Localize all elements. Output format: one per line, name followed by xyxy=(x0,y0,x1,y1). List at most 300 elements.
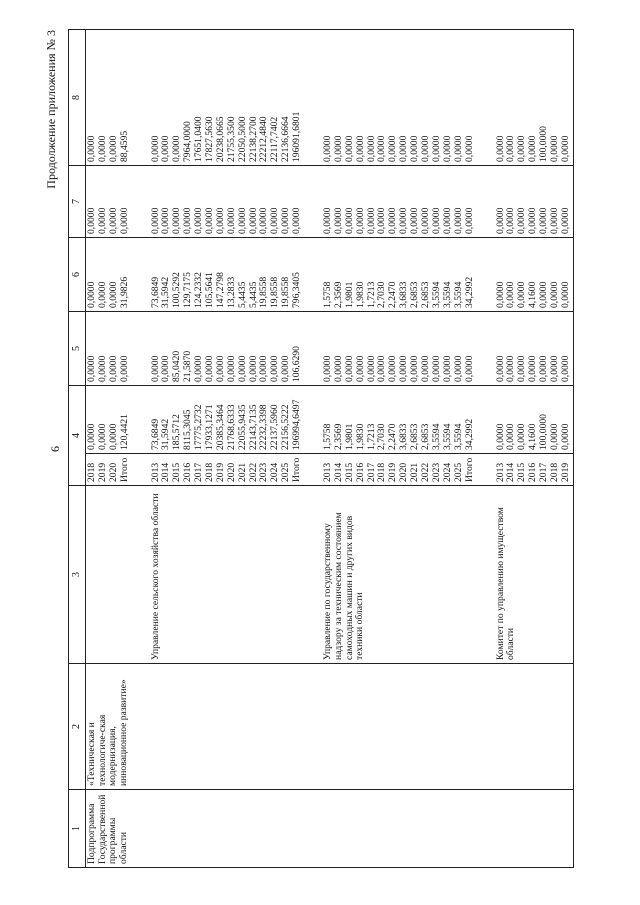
cell-value: 0,0000 xyxy=(516,355,528,382)
cell-value: 31,9826 xyxy=(118,276,130,308)
cell-value: 22136,6664 xyxy=(280,116,292,162)
cell-value: 73,6849 xyxy=(149,276,161,308)
cell-value: 0,0000 xyxy=(441,135,453,162)
regional-values xyxy=(86,238,132,312)
cell-value: 20385,3464 xyxy=(214,404,226,450)
cell-value: 3,5594 xyxy=(430,423,442,450)
cell-value: 0,0000 xyxy=(86,207,97,234)
subprogram-name-cell xyxy=(322,664,476,790)
program-name-cell xyxy=(495,790,574,868)
cell-value: 2020 xyxy=(398,462,410,482)
cell-value: 3,5594 xyxy=(430,281,442,308)
cell-value: 147,2798 xyxy=(214,272,226,308)
cell-value: 2018 xyxy=(204,462,216,482)
cell-value: 1,7213 xyxy=(365,423,377,450)
regional-values xyxy=(150,238,304,312)
executor-cell: Комитет по управлению имуществом области xyxy=(495,486,574,664)
cell-value: 2,6853 xyxy=(409,281,421,308)
cell-value: 21768,6333 xyxy=(225,404,237,450)
cell-value: 0,0000 xyxy=(494,135,506,162)
column-number: 6 xyxy=(69,238,86,312)
cell-value: 2023 xyxy=(258,462,270,482)
cell-value: 0,0000 xyxy=(280,355,292,382)
cell-value: 4,1600 xyxy=(527,281,539,308)
cell-value: 22212,4840 xyxy=(258,116,270,162)
cell-value: 120,4421 xyxy=(118,414,130,450)
cell-value: 0,0000 xyxy=(247,355,259,382)
cell-value: 0,0000 xyxy=(182,207,194,234)
cell-value: 3,5594 xyxy=(441,281,453,308)
cell-value: 0,0000 xyxy=(322,355,334,382)
cell-value: 0,0000 xyxy=(291,207,303,234)
cell-value: 0,0000 xyxy=(322,135,334,162)
cell-value: 0,0000 xyxy=(332,355,344,382)
cell-value: 0,0000 xyxy=(430,135,442,162)
cell-value: 0,0000 xyxy=(505,281,517,308)
subprogram-name-cell xyxy=(150,664,304,790)
cell-value: 2024 xyxy=(441,462,453,482)
cell-value: 0,0000 xyxy=(96,135,108,162)
cell-value: 2025 xyxy=(280,462,292,482)
cell-value: 0,0000 xyxy=(160,207,172,234)
cell-value: 0,0000 xyxy=(107,355,119,382)
cell-value: 0,0000 xyxy=(107,423,119,450)
cell-value: 0,0000 xyxy=(247,207,259,234)
cell-value: 0,0000 xyxy=(160,135,172,162)
cell-value: 2023 xyxy=(430,462,442,482)
cell-value: 796,3405 xyxy=(291,272,303,308)
cell-value: 0,0000 xyxy=(516,281,528,308)
spacer-cell xyxy=(304,790,322,868)
year-list xyxy=(150,454,304,486)
regional-values xyxy=(322,238,476,312)
spacer-cell xyxy=(304,312,322,386)
cell-value: 0,0000 xyxy=(118,355,130,382)
cell-value: 0,0000 xyxy=(441,355,453,382)
cell-value: 0,0000 xyxy=(452,355,464,382)
executor-cell: Управление сельского хозяйства области xyxy=(150,486,304,664)
cell-value: 0,0000 xyxy=(354,207,366,234)
column-number-row xyxy=(69,30,86,868)
cell-value: 0,0000 xyxy=(96,355,108,382)
cell-value: 129,7175 xyxy=(182,272,194,308)
cell-value: 2,3569 xyxy=(332,281,344,308)
cell-value: 2,2470 xyxy=(387,423,399,450)
column-number: 3 xyxy=(69,486,86,664)
cell-value: 22117,7402 xyxy=(269,116,281,162)
cell-value: 0,0000 xyxy=(365,355,377,382)
cell-value: 2014 xyxy=(160,462,172,482)
cell-value: 22137,5960 xyxy=(269,404,281,450)
cell-value: 2015 xyxy=(343,462,355,482)
spacer-cell xyxy=(477,238,495,312)
cell-value: 0,0000 xyxy=(559,207,571,234)
cell-value: 196994,6497 xyxy=(291,399,303,450)
cell-value: 0,0000 xyxy=(96,423,108,450)
cell-value: 2015 xyxy=(171,462,183,482)
cell-value: 2016 xyxy=(182,462,194,482)
column-number: 2 xyxy=(69,664,86,790)
cell-value: 2015 xyxy=(516,462,528,482)
cell-value: 8115,3045 xyxy=(182,409,194,450)
cell-value: 1,7213 xyxy=(365,281,377,308)
cell-value: 0,0000 xyxy=(463,135,475,162)
cell-value: 0,0000 xyxy=(107,135,119,162)
cell-value: 31,5942 xyxy=(160,418,172,450)
cell-value: 0,0000 xyxy=(398,355,410,382)
spacer-cell xyxy=(477,454,495,486)
cell-value: 2,7030 xyxy=(376,281,388,308)
local-values xyxy=(150,166,304,238)
spacer-cell xyxy=(477,312,495,386)
cell-value: 0,0000 xyxy=(548,135,560,162)
federal-values xyxy=(322,312,476,386)
cell-value: 22232,3398 xyxy=(258,404,270,450)
cell-value: 3,5594 xyxy=(441,423,453,450)
spacer-cell xyxy=(477,166,495,238)
cell-value: 2018 xyxy=(548,462,560,482)
cell-value: Итого xyxy=(291,457,303,482)
cell-value: 34,2992 xyxy=(463,418,475,450)
cell-value: 0,0000 xyxy=(420,207,432,234)
cell-value: 0,0000 xyxy=(214,207,226,234)
cell-value: 3,5594 xyxy=(452,423,464,450)
cell-value: 0,0000 xyxy=(354,135,366,162)
cell-value: 0,0000 xyxy=(430,355,442,382)
cell-value: 0,0000 xyxy=(387,355,399,382)
continuation-note: Продолжение приложения № 3 xyxy=(44,30,58,189)
cell-value: 2019 xyxy=(96,462,108,482)
local-values xyxy=(495,166,574,238)
cell-value: 20238,0665 xyxy=(214,116,226,162)
cell-value: 0,0000 xyxy=(214,355,226,382)
cell-value: 85,0420 xyxy=(171,350,183,382)
cell-value: 19,8558 xyxy=(269,276,281,308)
cell-value: 2021 xyxy=(409,462,421,482)
column-number: 5 xyxy=(69,312,86,386)
cell-value: 0,0000 xyxy=(527,207,539,234)
spacer-cell xyxy=(477,790,495,868)
cell-value: 0,0000 xyxy=(193,355,205,382)
cell-value: 19,8558 xyxy=(258,276,270,308)
cell-value: 17827,5630 xyxy=(204,116,216,162)
cell-value: 0,0000 xyxy=(409,207,421,234)
spacer-cell xyxy=(304,238,322,312)
cell-value: 0,0000 xyxy=(387,207,399,234)
cell-value: 0,0000 xyxy=(343,207,355,234)
cell-value: 2,6853 xyxy=(409,423,421,450)
cell-value: 1,5758 xyxy=(322,423,334,450)
cell-value: 2,6853 xyxy=(420,423,432,450)
cell-value: 0,0000 xyxy=(516,207,528,234)
local-values xyxy=(322,166,476,238)
cell-value: 2,3569 xyxy=(332,423,344,450)
spacer-cell xyxy=(132,790,150,868)
cell-value: 0,0000 xyxy=(204,355,216,382)
extra-values xyxy=(322,30,476,166)
cell-value: 3,6833 xyxy=(398,423,410,450)
cell-value: 0,0000 xyxy=(494,281,506,308)
cell-value: 0,0000 xyxy=(332,135,344,162)
cell-value: 1,9801 xyxy=(343,423,355,450)
cell-value: 31,5942 xyxy=(160,276,172,308)
cell-value: 1,5758 xyxy=(322,281,334,308)
table-row xyxy=(322,30,476,868)
column-number: 4 xyxy=(69,386,86,486)
cell-value: 0,0000 xyxy=(494,355,506,382)
cell-value: 0,0000 xyxy=(376,355,388,382)
cell-value: 0,0000 xyxy=(494,207,506,234)
cell-value: 0,0000 xyxy=(548,207,560,234)
cell-value: 0,0000 xyxy=(86,281,97,308)
cell-value: 0,0000 xyxy=(559,281,571,308)
cell-value: 1,9830 xyxy=(354,423,366,450)
cell-value: 100,0000 xyxy=(538,414,550,450)
total-values xyxy=(495,386,574,454)
cell-value: 0,0000 xyxy=(376,135,388,162)
cell-value: 105,5641 xyxy=(204,272,216,308)
cell-value: 0,0000 xyxy=(149,207,161,234)
spacer-cell xyxy=(304,664,322,790)
cell-value: 2019 xyxy=(214,462,226,482)
cell-value: 0,0000 xyxy=(420,355,432,382)
page-number: 6 xyxy=(48,446,62,452)
cell-value: 2016 xyxy=(527,462,539,482)
spacer-row xyxy=(132,30,150,868)
cell-value: 2,2470 xyxy=(387,281,399,308)
cell-value: 21,5870 xyxy=(182,350,194,382)
cell-value: 21755,3500 xyxy=(225,116,237,162)
cell-value: 2018 xyxy=(86,462,97,482)
cell-value: 2020 xyxy=(225,462,237,482)
budget-table xyxy=(68,29,574,868)
cell-value: 0,0000 xyxy=(559,135,571,162)
column-number: 1 xyxy=(69,790,86,868)
cell-value: 0,0000 xyxy=(527,355,539,382)
cell-value: 7964,0000 xyxy=(182,121,194,162)
cell-value: 0,0000 xyxy=(354,355,366,382)
cell-value: 0,0000 xyxy=(236,355,248,382)
spacer-cell xyxy=(132,664,150,790)
cell-value: 2022 xyxy=(420,462,432,482)
cell-value: 124,2332 xyxy=(193,272,205,308)
cell-value: 22050,5000 xyxy=(236,116,248,162)
subprogram-name-cell: «Техническая и технологиче-ская модернизация, инновационное развитие» xyxy=(86,664,132,790)
cell-value: 0,0000 xyxy=(365,135,377,162)
cell-value: 0,0000 xyxy=(96,207,108,234)
cell-value: 100,5292 xyxy=(171,272,183,308)
year-list xyxy=(495,454,574,486)
cell-value: 0,0000 xyxy=(409,135,421,162)
total-values xyxy=(322,386,476,454)
year-list xyxy=(322,454,476,486)
cell-value: 17651,0400 xyxy=(193,116,205,162)
cell-value: 0,0000 xyxy=(193,207,205,234)
cell-value: 22156,5222 xyxy=(280,404,292,450)
cell-value: 2022 xyxy=(247,462,259,482)
cell-value: 0,0000 xyxy=(516,135,528,162)
spacer-cell xyxy=(132,166,150,238)
program-name-cell: Подпрограмма Государственной программы области xyxy=(86,790,132,868)
cell-value: 73,6849 xyxy=(149,418,161,450)
cell-value: 0,0000 xyxy=(160,355,172,382)
cell-value: 1,9830 xyxy=(354,281,366,308)
cell-value: 2024 xyxy=(269,462,281,482)
column-number: 7 xyxy=(69,166,86,238)
spacer-cell xyxy=(477,386,495,454)
cell-value: 2016 xyxy=(354,462,366,482)
cell-value: 0,0000 xyxy=(376,207,388,234)
cell-value: 0,0000 xyxy=(171,207,183,234)
regional-values xyxy=(495,238,574,312)
cell-value: 0,0000 xyxy=(258,207,270,234)
cell-value: 0,0000 xyxy=(204,207,216,234)
cell-value: 0,0000 xyxy=(548,355,560,382)
cell-value: 0,0000 xyxy=(559,355,571,382)
cell-value: 0,0000 xyxy=(420,135,432,162)
cell-value: 2018 xyxy=(376,462,388,482)
cell-value: 22055,9435 xyxy=(236,404,248,450)
extra-values xyxy=(495,30,574,166)
cell-value: 2014 xyxy=(332,462,344,482)
table-row xyxy=(86,30,132,868)
cell-value: 0,0000 xyxy=(430,207,442,234)
cell-value: 2013 xyxy=(149,462,161,482)
cell-value: 0,0000 xyxy=(107,281,119,308)
cell-value: 196091,6801 xyxy=(291,111,303,162)
cell-value: 185,5712 xyxy=(171,414,183,450)
cell-value: 3,6833 xyxy=(398,281,410,308)
cell-value: 0,0000 xyxy=(505,135,517,162)
cell-value: 0,0000 xyxy=(322,207,334,234)
cell-value: 0,0000 xyxy=(332,207,344,234)
federal-values xyxy=(86,312,132,386)
cell-value: 2019 xyxy=(559,462,571,482)
cell-value: 2017 xyxy=(538,462,550,482)
cell-value: 2019 xyxy=(387,462,399,482)
cell-value: 0,0000 xyxy=(225,207,237,234)
spacer-cell xyxy=(132,486,150,664)
cell-value: 0,0000 xyxy=(548,423,560,450)
cell-value: 2021 xyxy=(236,462,248,482)
cell-value: 22143,7135 xyxy=(247,404,259,450)
cell-value: 0,0000 xyxy=(269,207,281,234)
cell-value: 0,0000 xyxy=(538,207,550,234)
executor-cell xyxy=(86,486,132,664)
cell-value: 0,0000 xyxy=(452,135,464,162)
cell-value: 0,0000 xyxy=(86,423,97,450)
spacer-cell xyxy=(132,238,150,312)
cell-value: 1,9801 xyxy=(343,281,355,308)
cell-value: 0,0000 xyxy=(516,423,528,450)
cell-value: 106,6290 xyxy=(291,346,303,382)
table-row xyxy=(150,30,304,868)
cell-value: 0,0000 xyxy=(236,207,248,234)
spacer-cell xyxy=(477,486,495,664)
cell-value: 0,0000 xyxy=(86,355,97,382)
spacer-cell xyxy=(304,486,322,664)
cell-value: 0,0000 xyxy=(398,135,410,162)
spacer-cell xyxy=(304,454,322,486)
cell-value: 0,0000 xyxy=(171,135,183,162)
cell-value: 0,0000 xyxy=(387,135,399,162)
cell-value: 0,0000 xyxy=(343,135,355,162)
cell-value: 0,0000 xyxy=(280,207,292,234)
cell-value: 0,0000 xyxy=(548,281,560,308)
cell-value: Итого xyxy=(118,457,130,482)
spacer-cell xyxy=(304,30,322,166)
spacer-cell xyxy=(132,454,150,486)
program-name-cell xyxy=(150,790,304,868)
cell-value: 0,0000 xyxy=(494,423,506,450)
cell-value: 2020 xyxy=(107,462,119,482)
cell-value: 17933,1271 xyxy=(204,404,216,450)
cell-value: 100,0000 xyxy=(538,126,550,162)
spacer-cell xyxy=(132,312,150,386)
cell-value: 5,4435 xyxy=(236,281,248,308)
total-values xyxy=(150,386,304,454)
cell-value: 0,0000 xyxy=(538,281,550,308)
cell-value: 2,7030 xyxy=(376,423,388,450)
cell-value: 17775,2732 xyxy=(193,404,205,450)
cell-value: 0,0000 xyxy=(365,207,377,234)
column-number: 8 xyxy=(69,30,86,166)
cell-value: 0,0000 xyxy=(343,355,355,382)
cell-value: 0,0000 xyxy=(452,207,464,234)
cell-value: 2017 xyxy=(365,462,377,482)
local-values xyxy=(86,166,132,238)
executor-cell: Управление по государственному надзору за техническим состоянием самоходных машин и других видов техники области xyxy=(322,486,476,664)
cell-value: 0,0000 xyxy=(96,281,108,308)
cell-value: 2,6853 xyxy=(420,281,432,308)
extra-values xyxy=(86,30,132,166)
cell-value: 2013 xyxy=(322,462,334,482)
rotated-sheet xyxy=(40,30,592,868)
cell-value: 22138,2700 xyxy=(247,116,259,162)
spacer-cell xyxy=(304,166,322,238)
cell-value: 0,0000 xyxy=(505,355,517,382)
federal-values xyxy=(495,312,574,386)
table-row xyxy=(495,30,574,868)
cell-value: 3,5594 xyxy=(452,281,464,308)
cell-value: 0,0000 xyxy=(258,355,270,382)
cell-value: 0,0000 xyxy=(505,207,517,234)
spacer-cell xyxy=(477,664,495,790)
cell-value: 0,0000 xyxy=(86,135,97,162)
cell-value: 0,0000 xyxy=(538,355,550,382)
subprogram-name-cell xyxy=(495,664,574,790)
program-name-cell xyxy=(322,790,476,868)
cell-value: 0,0000 xyxy=(463,207,475,234)
cell-value: 0,0000 xyxy=(118,207,130,234)
cell-value: 0,0000 xyxy=(505,423,517,450)
spacer-row xyxy=(304,30,322,868)
cell-value: 0,0000 xyxy=(149,355,161,382)
cell-value: 19,8558 xyxy=(280,276,292,308)
cell-value: 0,0000 xyxy=(398,207,410,234)
cell-value: 0,0000 xyxy=(559,423,571,450)
cell-value: 4,1600 xyxy=(527,423,539,450)
spacer-cell xyxy=(477,30,495,166)
cell-value: 0,0000 xyxy=(463,355,475,382)
cell-value: 0,0000 xyxy=(149,135,161,162)
cell-value: 0,0000 xyxy=(269,355,281,382)
cell-value: 13,2833 xyxy=(225,276,237,308)
extra-values xyxy=(150,30,304,166)
spacer-cell xyxy=(304,386,322,454)
cell-value: 2025 xyxy=(452,462,464,482)
spacer-cell xyxy=(132,30,150,166)
